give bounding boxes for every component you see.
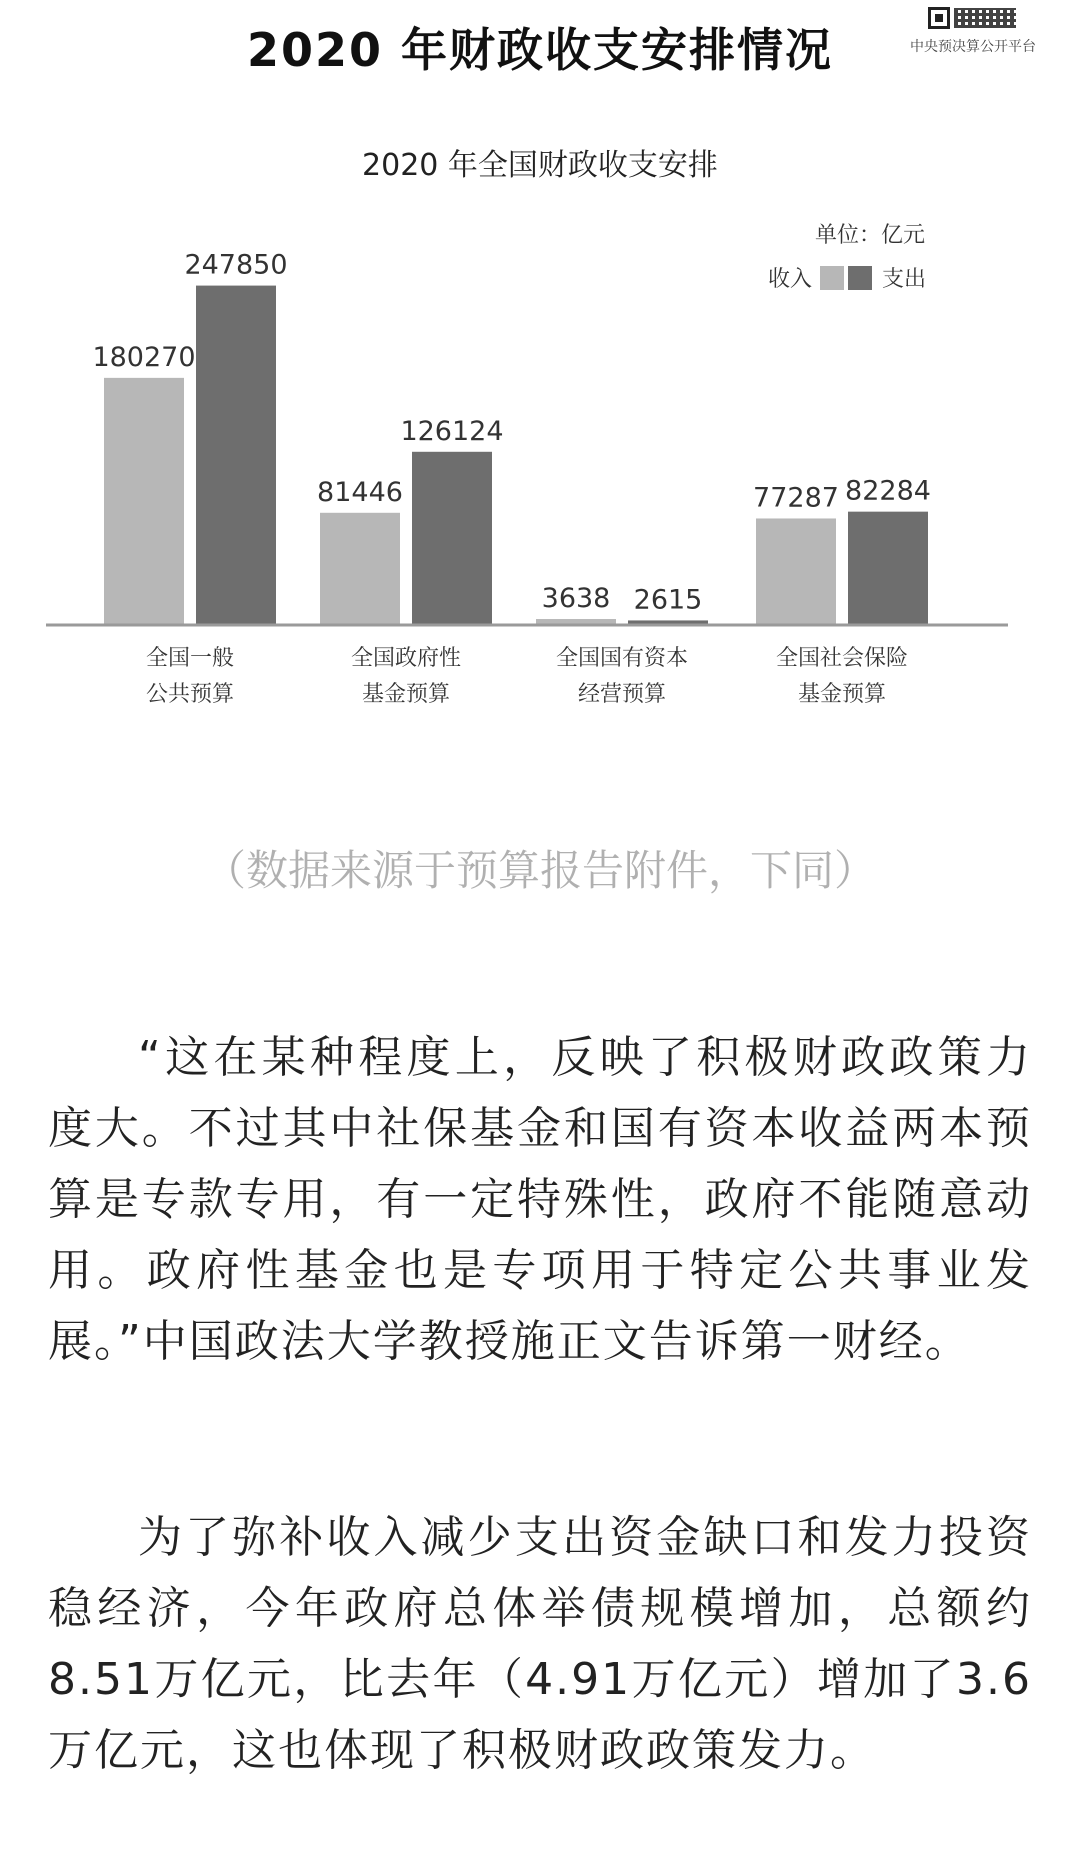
data-label-income-1: 180270 bbox=[92, 341, 196, 373]
page-title: 2020 年财政收支安排情况 bbox=[246, 23, 834, 77]
category-label-1-line-1: 全国一般 bbox=[145, 646, 235, 671]
legend-label-expense: 支出 bbox=[882, 267, 927, 292]
bar-income-4 bbox=[756, 518, 836, 624]
chart-title: 2020 年全国财政收支安排 bbox=[362, 148, 718, 183]
category-label-2-line-2: 基金预算 bbox=[361, 682, 451, 707]
article-paragraph-2: 为了弥补收入减少支出资金缺口和发力投资稳经济，今年政府总体举债规模增加，总额约8.51万亿元，比去年（4.91万亿元）增加了3.6万亿元，这也体现了积极财政政策发力。 bbox=[48, 1512, 1032, 1776]
bar-expense-2 bbox=[412, 452, 492, 624]
data-label-income-4: 77287 bbox=[753, 482, 839, 514]
bar-expense-1 bbox=[196, 286, 276, 624]
data-label-expense-2: 126124 bbox=[400, 415, 504, 447]
legend-label-income: 收入 bbox=[768, 267, 813, 292]
data-label-income-2: 81446 bbox=[317, 476, 403, 508]
data-label-expense-3: 2615 bbox=[633, 584, 703, 616]
bar-income-2 bbox=[320, 513, 400, 624]
data-label-expense-1: 247850 bbox=[184, 249, 288, 281]
source-note: （数据来源于预算报告附件，下同） bbox=[203, 846, 876, 895]
category-label-1-line-2: 公共预算 bbox=[145, 682, 235, 707]
category-label-4-line-2: 基金预算 bbox=[797, 682, 887, 707]
category-label-4-line-1: 全国社会保险 bbox=[775, 646, 909, 671]
unit-label: 单位：亿元 bbox=[815, 223, 926, 248]
bar-expense-3 bbox=[628, 620, 708, 624]
category-label-3-line-2: 经营预算 bbox=[577, 682, 667, 707]
platform-name: 中央预决算公开平台 bbox=[910, 39, 1036, 55]
bar-expense-4 bbox=[848, 512, 928, 624]
category-label-2-line-1: 全国政府性 bbox=[350, 646, 462, 671]
bar-chart bbox=[0, 0, 1080, 730]
article-paragraph-1: “这在某种程度上，反映了积极财政政策力度大。不过其中社保基金和国有资本收益两本预算是专款专用，有一定特殊性，政府不能随意动用。政府性基金也是专项用于特定公共事业发展。”中国政法大学教授施正文告诉第一财经。 bbox=[48, 1032, 1032, 1367]
category-label-3-line-1: 全国国有资本 bbox=[555, 646, 689, 671]
data-label-income-3: 3638 bbox=[541, 583, 611, 615]
bar-income-3 bbox=[536, 619, 616, 624]
data-label-expense-4: 82284 bbox=[845, 475, 931, 507]
bar-income-1 bbox=[104, 378, 184, 624]
chart-figure bbox=[0, 0, 1080, 730]
